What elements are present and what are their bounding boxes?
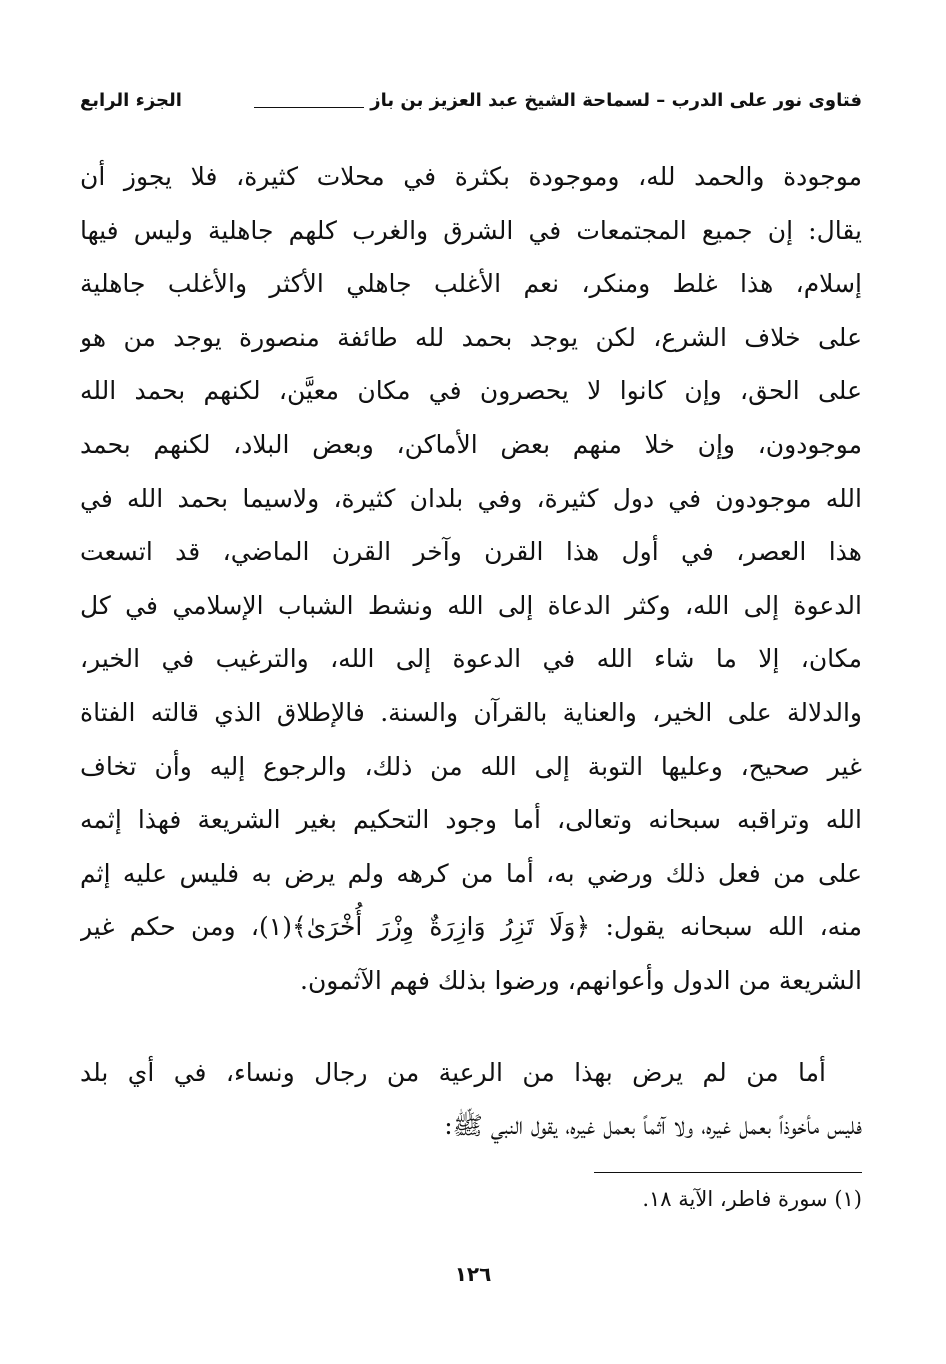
text-line: على خلاف الشرع، لكن يوجد بحمد لله طائفة منصورة يوجد من هو xyxy=(80,322,862,352)
text-line: موجودة والحمد لله، وموجودة بكثرة في محلات كثيرة، فلا يجوز أن xyxy=(80,162,862,191)
text-line: فليس مأخوذاً بعمل غيره، ولا آثماً بعمل غيره، يقول النبي ﷺ: xyxy=(444,1111,862,1141)
text-line: أما من لم يرض بهذا من الرعية من رجال ونساء، في أي بلد xyxy=(80,1057,826,1087)
author-name: – لسماحة الشيخ عبد العزيز بن باز xyxy=(370,90,666,111)
text-line: على من فعل ذلك ورضي به، أما من كرهه ولم يرض به فليس عليه إثم xyxy=(80,858,862,888)
page-number: ١٢٦ xyxy=(454,1262,492,1286)
running-header xyxy=(80,88,862,114)
header-rule xyxy=(254,107,364,108)
text-line: غير صحيح، وعليها التوبة إلى الله من ذلك، والرجوع إليه وأن تخاف xyxy=(80,751,862,781)
text-line: موجودون، وإن خلا منهم بعض الأماكن، وبعض البلاد، لكنهم بحمد xyxy=(80,429,862,459)
paragraph xyxy=(80,150,862,1008)
text-line: إسلام، هذا غلط ومنكر، نعم الأغلب جاهلي الأكثر والأغلب جاهلية xyxy=(80,269,862,299)
text-line: والدلالة على الخير، والعناية بالقرآن والسنة. فالإطلاق الذي قالته الفتاة xyxy=(80,697,862,727)
text-line: يقال: إن جميع المجتمعات في الشرق والغرب كلهم جاهلية وليس فيها xyxy=(80,215,862,245)
paragraph xyxy=(80,1046,862,1153)
text-line: الدعوة إلى الله، وكثر الدعاة إلى الله ونشط الشباب الإسلامي في كل xyxy=(80,590,862,620)
text-line-quran-citation: منه، الله سبحانه يقول: ﴿وَلَا تَزِرُ وَازِرَةٌ وِزْرَ أُخْرَىٰ﴾(١)، ومن حكم غير xyxy=(80,912,862,942)
text-line: هذا العصر، في أول هذا القرن وآخر القرن الماضي، قد اتسعت xyxy=(80,537,862,567)
body-text xyxy=(80,150,862,1153)
text-line: على الحق، وإن كانوا لا يحصرون في مكان معيَّن، لكنهم بحمد الله xyxy=(80,376,862,406)
footnote-rule xyxy=(594,1172,862,1173)
text-line: الله وتراقبه سبحانه وتعالى، أما وجود التحكيم بغير الشريعة فهذا إثمه xyxy=(80,805,862,835)
text-line: الشريعة من الدول وأعوانهم، ورضوا بذلك فهم الآثمون. xyxy=(300,965,862,995)
text-line: الله موجودون في دول كثيرة، وفي بلدان كثيرة، ولاسيما بحمد الله في xyxy=(80,483,862,513)
text-line: مكان، إلا ما شاء الله في الدعوة إلى الله، والترغيب في الخير، xyxy=(80,644,862,674)
footnote: (١) سورة فاطر، الآية ١٨. xyxy=(642,1187,862,1211)
volume-label: الجزء الرابع xyxy=(80,90,182,111)
book-title: فتاوى نور على الدرب xyxy=(671,90,862,111)
